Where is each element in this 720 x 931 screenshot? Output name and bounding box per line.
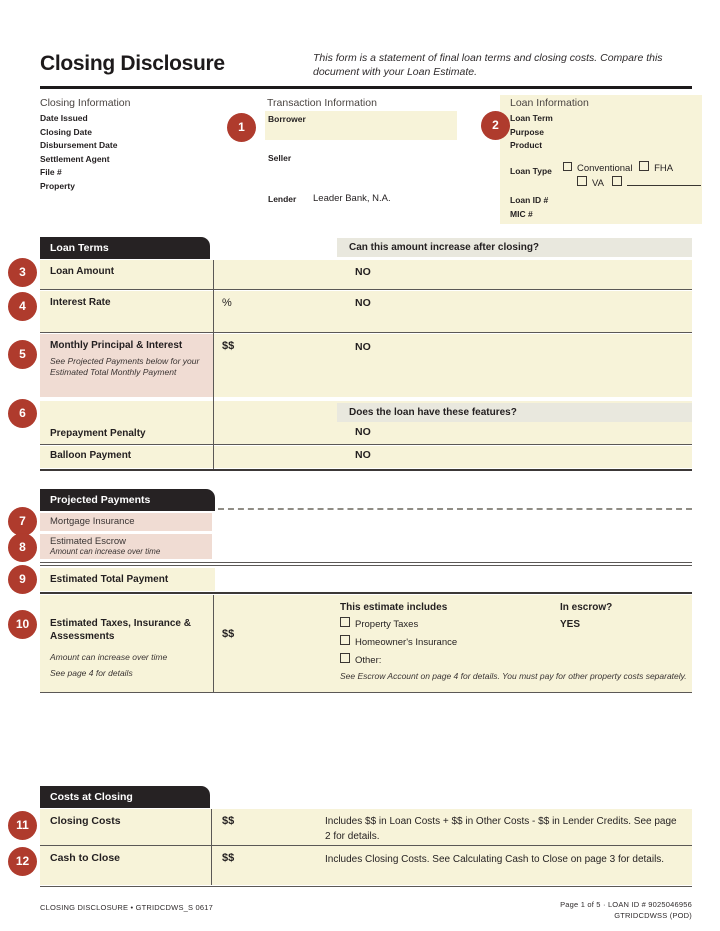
loan-terms-question: Can this amount increase after closing? xyxy=(337,238,692,257)
lender-label: Lender xyxy=(268,194,297,204)
property-taxes-item xyxy=(340,616,418,634)
prepayment-penalty-label: Prepayment Penalty xyxy=(50,428,146,439)
other-label: Other: xyxy=(355,655,382,666)
in-escrow-answer: YES xyxy=(560,619,581,630)
loan-type-options-line1 xyxy=(563,161,673,176)
loan-type-options-line2 xyxy=(577,175,701,191)
closing-costs-amount: $$ xyxy=(222,815,235,827)
interest-rate-answer: NO xyxy=(355,297,371,309)
closing-costs-desc xyxy=(325,815,680,844)
estimated-taxes-column-divider xyxy=(213,595,214,692)
checkbox-other[interactable] xyxy=(340,653,350,663)
interest-rate-value: % xyxy=(222,297,232,309)
homeowners-insurance-label: Homeowner's Insurance xyxy=(355,637,458,648)
annotation-badge-9: 9 xyxy=(8,565,37,594)
field-file-number: File # xyxy=(40,167,62,177)
balloon-payment-answer: NO xyxy=(355,449,371,461)
footer-form-code: GTRIDCDWSS (POD) xyxy=(614,910,692,920)
row-separator xyxy=(40,289,692,290)
cash-to-close-label: Cash to Close xyxy=(50,852,121,864)
annotation-badge-12: 12 xyxy=(8,847,37,876)
estimated-taxes-bottom-border xyxy=(40,692,692,693)
property-taxes-label: Property Taxes xyxy=(355,619,419,630)
loan-type-other-blank[interactable] xyxy=(627,175,701,186)
annotation-badge-2: 2 xyxy=(481,111,510,140)
loan-type-label: Loan Type xyxy=(510,166,552,176)
interest-rate-label: Interest Rate xyxy=(50,297,111,308)
loan-terms-column-divider xyxy=(213,260,214,469)
loan-information-fields xyxy=(510,112,553,153)
double-rule-bottom xyxy=(40,565,692,566)
cash-to-close-desc-text: Includes Closing Costs. xyxy=(325,854,433,865)
loan-type-fha-label: FHA xyxy=(654,163,674,174)
double-rule-top xyxy=(40,562,692,563)
checkbox-property-taxes[interactable] xyxy=(340,617,350,627)
costs-column-divider xyxy=(211,809,212,885)
closing-information-fields xyxy=(40,112,117,193)
checkbox-conventional[interactable] xyxy=(563,162,572,171)
prepayment-penalty-answer: NO xyxy=(355,426,371,438)
annotation-badge-6: 6 xyxy=(8,399,37,428)
field-settlement-agent: Settlement Agent xyxy=(40,153,110,164)
loan-terms-tab: Loan Terms xyxy=(40,237,210,259)
annotation-badge-11: 11 xyxy=(8,811,37,840)
estimated-taxes-amount: $$ xyxy=(222,628,235,640)
checkbox-fha[interactable] xyxy=(639,161,649,171)
estimated-escrow-note: Amount can increase over time xyxy=(50,547,161,556)
monthly-pi-row-right xyxy=(213,334,692,397)
row-separator xyxy=(40,332,692,333)
loan-amount-answer: NO xyxy=(355,266,371,278)
estimated-total-payment-label: Estimated Total Payment xyxy=(50,574,169,585)
closing-information-heading: Closing Information xyxy=(40,97,131,109)
homeowners-insurance-item xyxy=(340,634,457,652)
checkbox-homeowners-insurance[interactable] xyxy=(340,635,350,645)
seller-label: Seller xyxy=(268,153,292,163)
monthly-pi-note: See Projected Payments below for your Estimated Total Monthly Payment xyxy=(50,356,200,378)
footer-right xyxy=(432,900,692,921)
estimated-taxes-note1: Amount can increase over time xyxy=(50,652,168,662)
annotation-badge-1: 1 xyxy=(227,113,256,142)
row-separator xyxy=(40,845,692,846)
cash-to-close-desc xyxy=(325,853,690,868)
estimated-taxes-note2: See page 4 for details xyxy=(50,668,133,678)
lender-value: Leader Bank, N.A. xyxy=(313,193,391,204)
form-description: This form is a statement of final loan terms and closing costs. Compare this document with your Loan Estimate. xyxy=(313,52,663,79)
loan-amount-label: Loan Amount xyxy=(50,266,115,277)
loan-type-conventional-label: Conventional xyxy=(577,163,633,174)
loan-terms-bottom-border xyxy=(40,469,692,471)
balloon-payment-label: Balloon Payment xyxy=(50,450,132,461)
footer-left: CLOSING DISCLOSURE • GTRIDCDWS_S 0617 xyxy=(40,903,213,912)
other-item xyxy=(340,652,381,670)
annotation-badge-7: 7 xyxy=(8,507,37,536)
projected-payments-tab: Projected Payments xyxy=(40,489,215,511)
loan-information-heading: Loan Information xyxy=(510,97,589,109)
checkbox-va[interactable] xyxy=(577,176,587,186)
field-purpose: Purpose xyxy=(510,126,545,137)
thick-rule xyxy=(40,592,692,594)
closing-costs-desc-text: Includes $$ in Loan Costs + $$ in Other Costs - $$ in Lender Credits. xyxy=(325,816,634,827)
closing-costs-desc-reference: See page 2 for details. xyxy=(325,816,677,842)
closing-costs-label: Closing Costs xyxy=(50,815,121,827)
annotation-badge-8: 8 xyxy=(8,533,37,562)
in-escrow-heading: In escrow? xyxy=(560,602,613,613)
features-question: Does the loan have these features? xyxy=(337,403,692,422)
checkbox-loan-type-other[interactable] xyxy=(612,176,622,186)
monthly-pi-label: Monthly Principal & Interest xyxy=(50,340,183,351)
cash-to-close-amount: $$ xyxy=(222,852,235,864)
field-property: Property xyxy=(40,180,75,191)
costs-bottom-border xyxy=(40,886,692,887)
field-loan-term: Loan Term xyxy=(510,113,553,123)
costs-at-closing-tab: Costs at Closing xyxy=(40,786,210,808)
mortgage-insurance-label: Mortgage Insurance xyxy=(50,516,135,527)
row-separator xyxy=(40,444,692,445)
field-product: Product xyxy=(510,140,543,150)
field-disbursement-date: Disbursement Date xyxy=(40,140,118,150)
escrow-footnote: See Escrow Account on page 4 for details. You must pay for other property costs separately. xyxy=(340,671,687,681)
loan-type-va-label: VA xyxy=(592,178,604,189)
field-date-issued: Date Issued xyxy=(40,113,88,123)
estimate-includes-heading: This estimate includes xyxy=(340,602,448,613)
borrower-label: Borrower xyxy=(268,114,306,124)
annotation-badge-10: 10 xyxy=(8,610,37,639)
estimated-escrow-label: Estimated Escrow xyxy=(50,536,127,547)
monthly-pi-answer: NO xyxy=(355,341,371,353)
header-rule xyxy=(40,86,692,89)
loan-id-label: Loan ID # xyxy=(510,195,549,205)
estimated-taxes-label: Estimated Taxes, Insurance & Assessments xyxy=(50,618,191,642)
annotation-badge-4: 4 xyxy=(8,292,37,321)
annotation-badge-5: 5 xyxy=(8,340,37,369)
footer-page-loan-id: Page 1 of 5 · LOAN ID # 9025046956 xyxy=(560,900,692,909)
page-title: Closing Disclosure xyxy=(40,52,225,75)
field-closing-date: Closing Date xyxy=(40,126,92,137)
annotation-badge-3: 3 xyxy=(8,258,37,287)
cash-to-close-desc-reference: See Calculating Cash to Close on page 3 for details. xyxy=(432,854,665,865)
mic-label: MIC # xyxy=(510,209,533,219)
monthly-pi-value: $$ xyxy=(222,340,235,352)
projected-payments-dashed-line xyxy=(218,508,692,510)
transaction-information-heading: Transaction Information xyxy=(267,97,377,109)
